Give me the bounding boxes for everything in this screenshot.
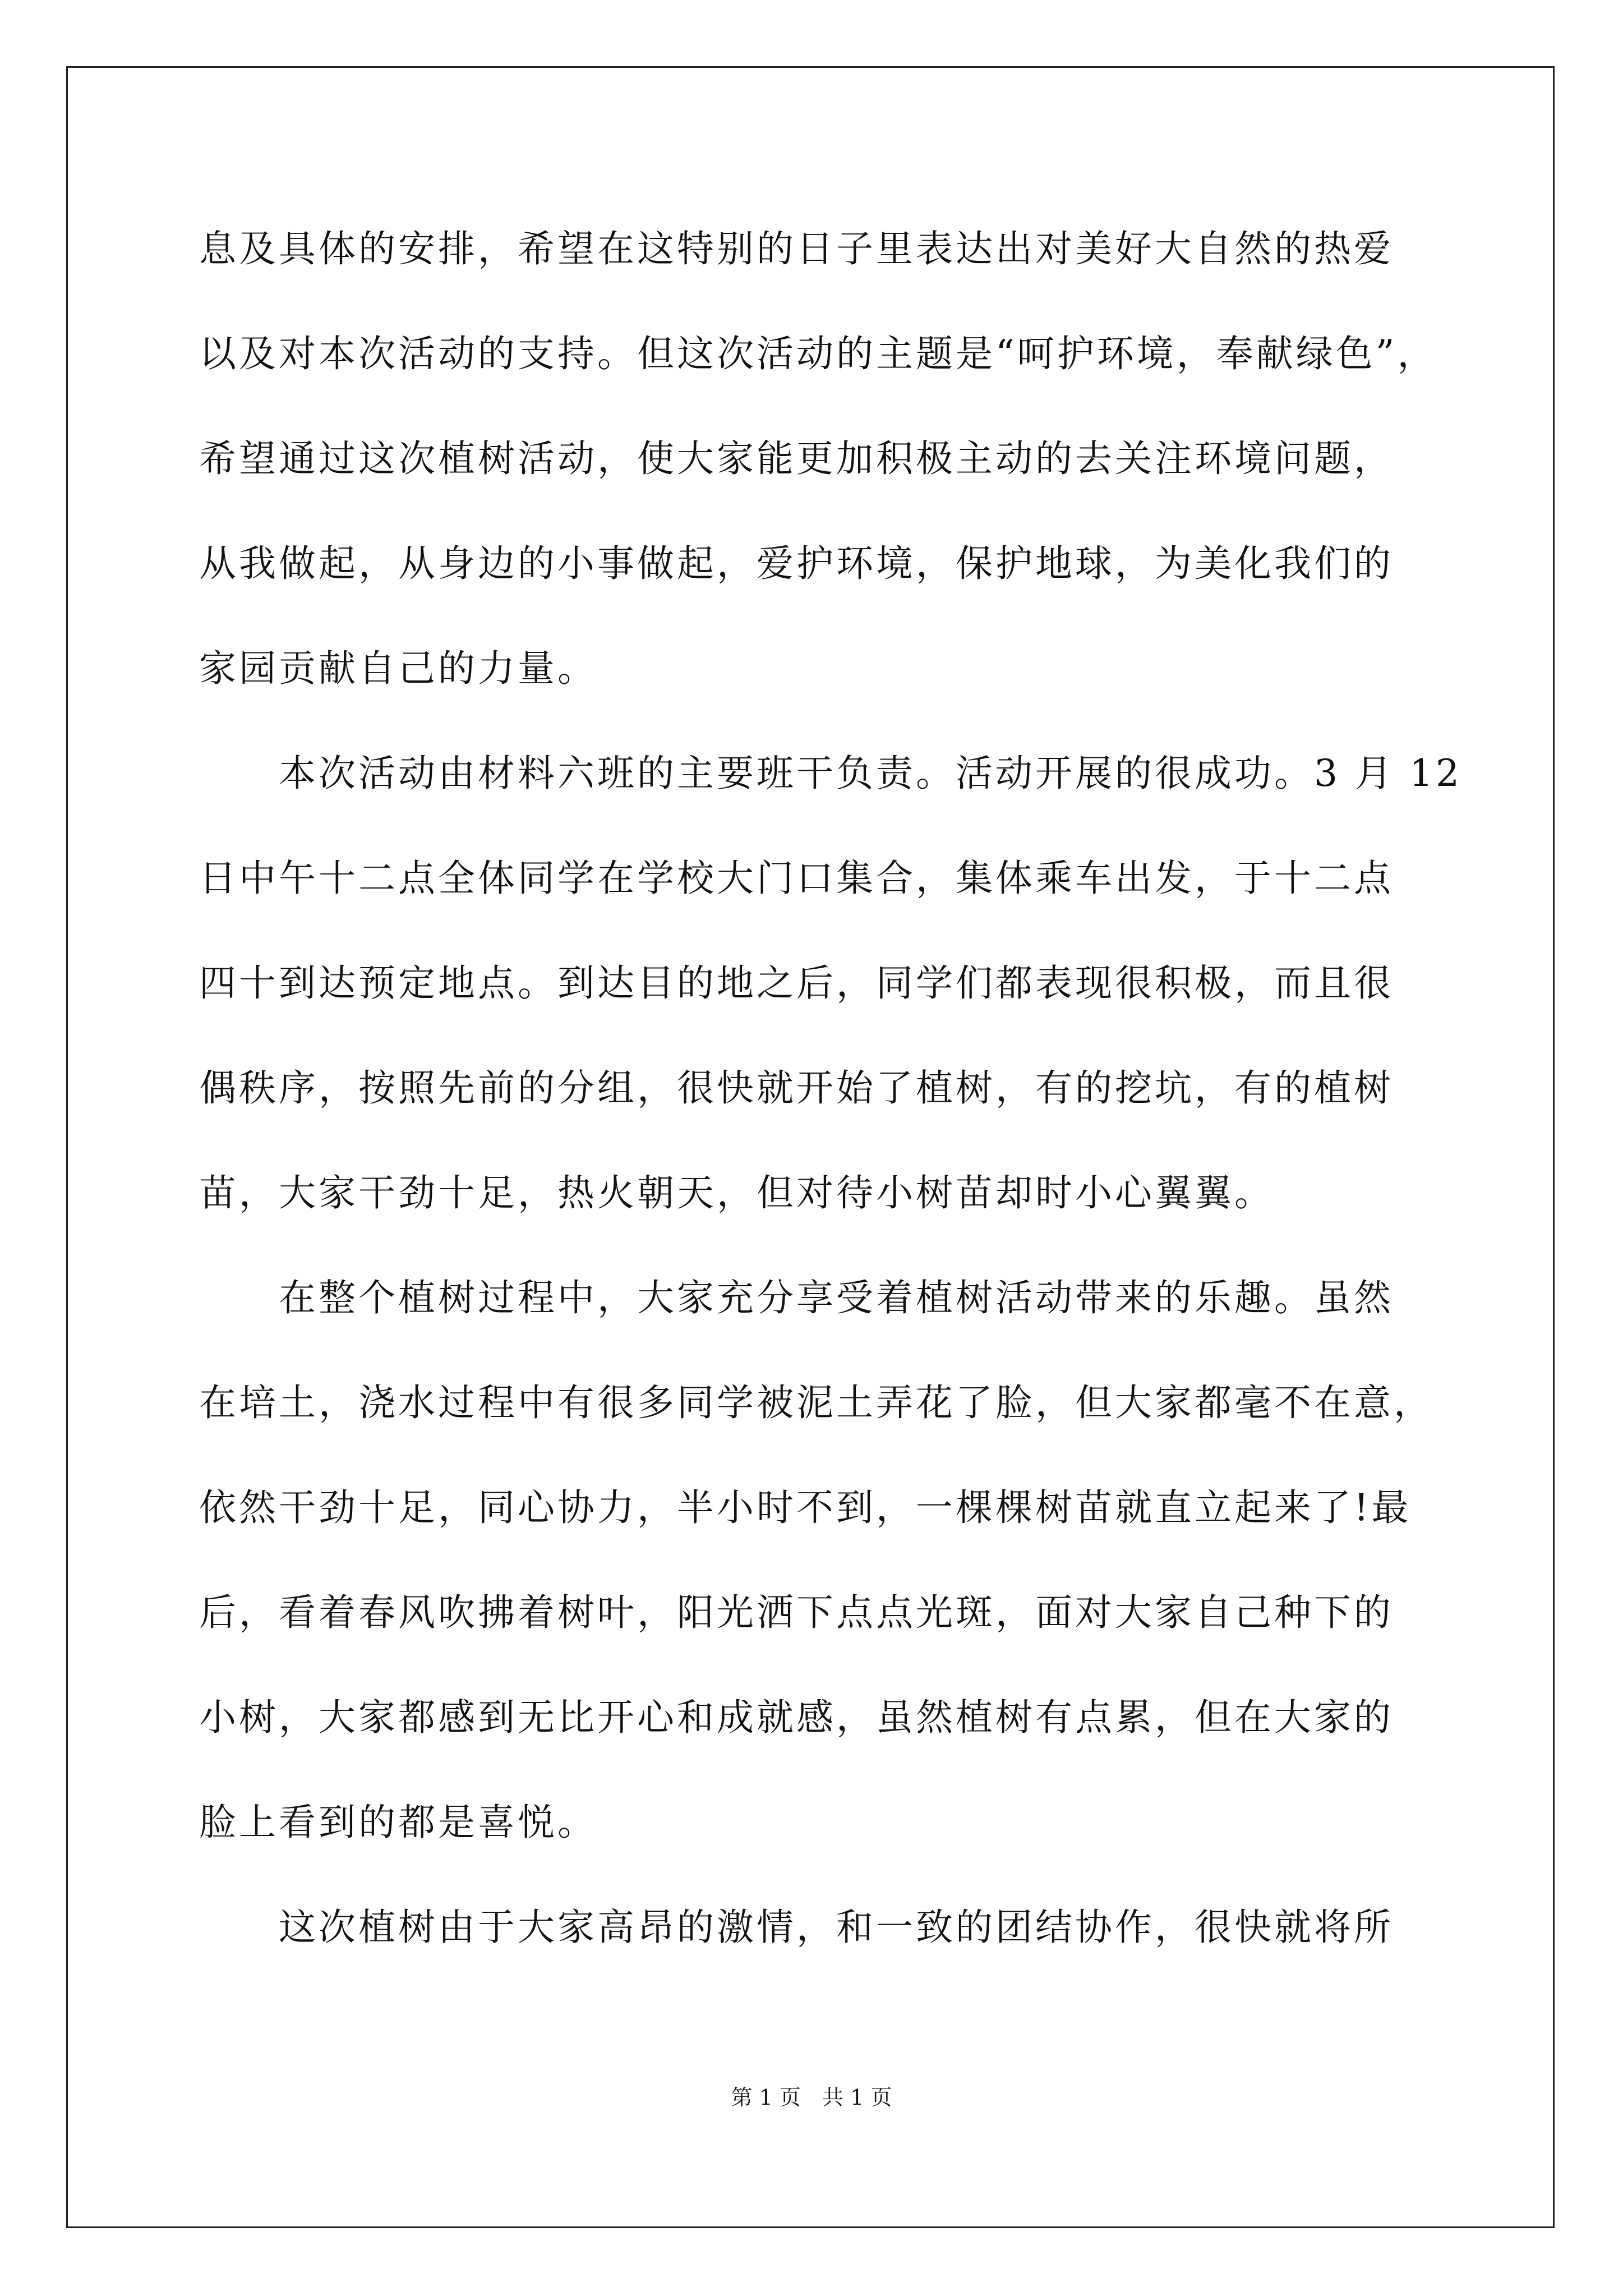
text-line: 后，看着春风吹拂着树叶，阳光洒下点点光斑，面对大家自己种下的 xyxy=(199,1591,1394,1634)
text-line: 本次活动由材料六班的主要班干负责。活动开展的很成功。3 月 12 xyxy=(199,752,1462,795)
text-line: 从我做起，从身边的小事做起，爱护环境，保护地球，为美化我们的 xyxy=(199,542,1394,585)
text-line: 在整个植树过程中，大家充分享受着植树活动带来的乐趣。虽然 xyxy=(199,1276,1394,1319)
text-line: 息及具体的安排，希望在这特别的日子里表达出对美好大自然的热爱 xyxy=(199,227,1394,270)
text-line: 日中午十二点全体同学在学校大门口集合，集体乘车出发，于十二点 xyxy=(199,857,1394,900)
text-line: 小树，大家都感到无比开心和成就感，虽然植树有点累，但在大家的 xyxy=(199,1696,1394,1739)
text-line: 偶秩序，按照先前的分组，很快就开始了植树，有的挖坑，有的植树 xyxy=(199,1066,1394,1110)
text-line: 依然干劲十足，同心协力，半小时不到，一棵棵树苗就直立起来了!最 xyxy=(199,1486,1412,1529)
text-line: 这次植树由于大家高昂的激情，和一致的团结协作，很快就将所 xyxy=(199,1906,1394,1949)
page-border xyxy=(66,66,1555,2228)
page-footer: 第 1 页 共 1 页 xyxy=(731,2085,892,2110)
text-line: 四十到达预定地点。到达目的地之后，同学们都表现很积极，而且很 xyxy=(199,961,1394,1005)
text-line: 希望通过这次植树活动，使大家能更加积极主动的去关注环境问题， xyxy=(199,437,1394,480)
text-line: 在培土，浇水过程中有很多同学被泥土弄花了脸，但大家都毫不在意， xyxy=(199,1381,1433,1424)
text-line: 苗，大家干劲十足，热火朝天，但对待小树苗却时小心翼翼。 xyxy=(199,1171,1274,1214)
text-line: 脸上看到的都是喜悦。 xyxy=(199,1801,597,1844)
text-line: 家园贡献自己的力量。 xyxy=(199,647,597,690)
text-line: 以及对本次活动的支持。但这次活动的主题是“呵护环境，奉献绿色”， xyxy=(199,332,1437,375)
